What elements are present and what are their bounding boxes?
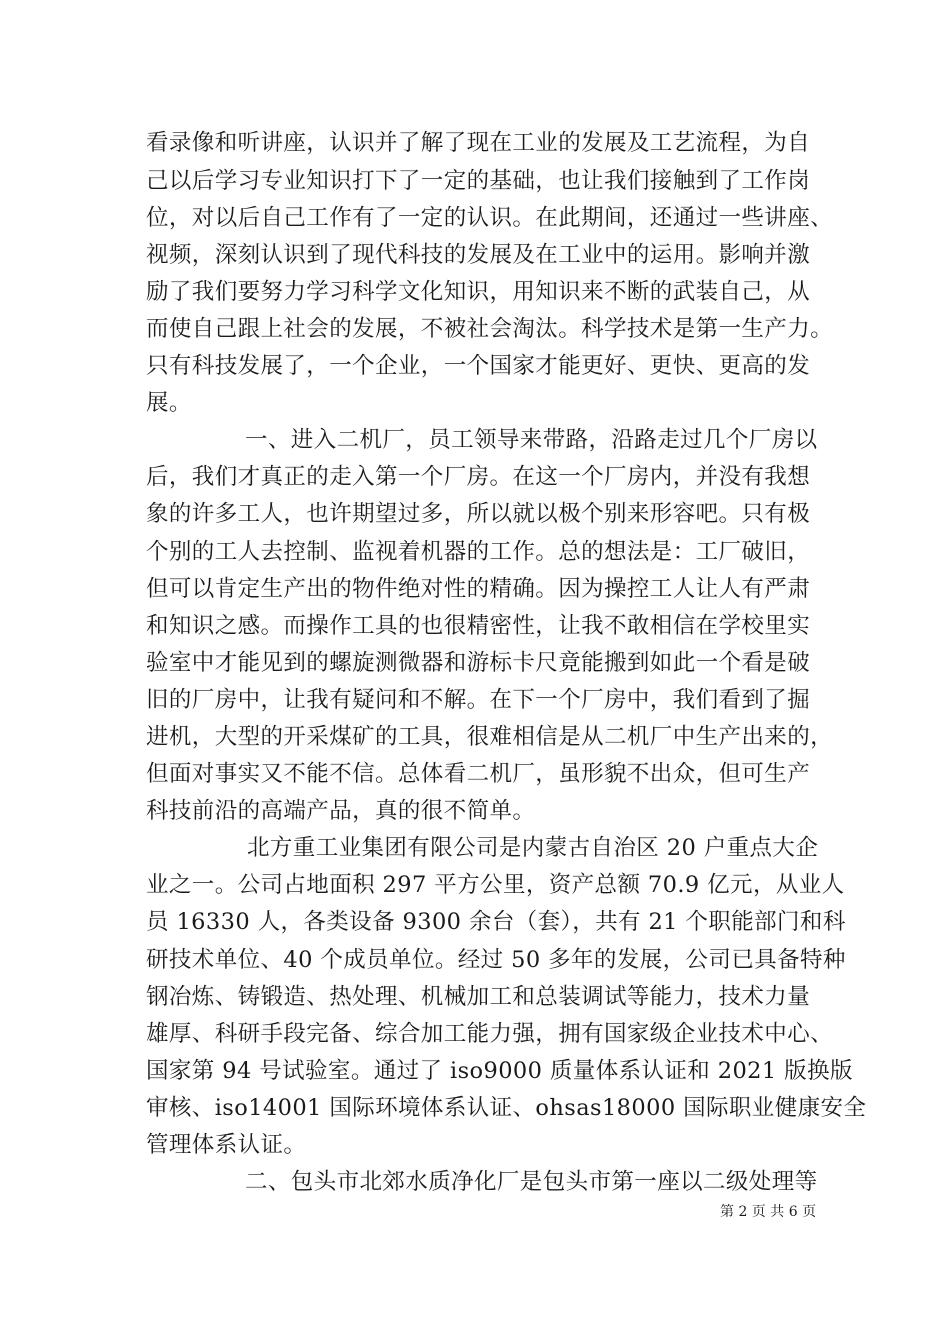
paragraph-1-line: 己以后学习专业知识打下了一定的基础，也让我们接触到了工作岗 xyxy=(146,168,811,194)
paragraph-3-line: 钢冶炼、铸锻造、热处理、机械加工和总装调试等能力，技术力量 xyxy=(146,984,811,1010)
paragraph-3-line: 业之一。公司占地面积 297 平方公里，资产总额 70.9 亿元，从业人 xyxy=(146,872,845,898)
paragraph-3-line: 北方重工业集团有限公司是内蒙古自治区 20 户重点大企 xyxy=(247,835,819,861)
paragraph-1-line: 看录像和听讲座，认识并了解了现在工业的发展及工艺流程，为自 xyxy=(146,130,811,156)
paragraph-2-line: 个别的工人去控制、监视着机器的工作。总的想法是：工厂破旧， xyxy=(146,539,811,565)
paragraph-2-line: 和知识之感。而操作工具的也很精密性，让我不敢相信在学校里实 xyxy=(146,613,811,639)
paragraph-2-line: 后，我们才真正的走入第一个厂房。在这一个厂房内，并没有我想 xyxy=(146,464,811,490)
page-number-footer: 第 2 页 共 6 页 xyxy=(720,1204,817,1220)
paragraph-2-line: 验室中才能见到的螺旋测微器和游标卡尺竟能搬到如此一个看是破 xyxy=(146,650,811,676)
paragraph-1-line: 只有科技发展了，一个企业，一个国家才能更好、更快、更高的发 xyxy=(146,353,811,379)
paragraph-2-line: 一、进入二机厂，员工领导来带路，沿路走过几个厂房以 xyxy=(245,427,818,453)
paragraph-1-line: 视频，深刻认识到了现代科技的发展及在工业中的运用。影响并激 xyxy=(146,242,811,268)
paragraph-3-line: 管理体系认证。 xyxy=(146,1132,307,1158)
paragraph-1-line: 展。 xyxy=(146,390,192,416)
paragraph-2-line: 旧的厂房中，让我有疑问和不解。在下一个厂房中，我们看到了掘 xyxy=(146,687,811,713)
paragraph-3-line: 研技术单位、40 个成员单位。经过 50 多年的发展，公司已具备特种 xyxy=(146,947,846,973)
paragraph-2-line: 象的许多工人，也许期望过多，所以就以极个别来形容吧。只有极 xyxy=(146,501,811,527)
paragraph-2-line: 但可以肯定生产出的物件绝对性的精确。因为操控工人让人有严肃 xyxy=(146,576,811,602)
paragraph-1-line: 而使自己跟上社会的发展，不被社会淘汰。科学技术是第一生产力。 xyxy=(146,316,834,342)
paragraph-3-line: 员 16330 人，各类设备 9300 余台（套），共有 21 个职能部门和科 xyxy=(146,909,846,935)
paragraph-1-line: 位，对以后自己工作有了一定的认识。在此期间，还通过一些讲座、 xyxy=(146,205,834,231)
paragraph-2-line: 进机，大型的开采煤矿的工具，很难相信是从二机厂中生产出来的， xyxy=(146,724,834,750)
paragraph-3-line: 雄厚、科研手段完备、综合加工能力强，拥有国家级企业技术中心、 xyxy=(146,1021,834,1047)
paragraph-3-line: 国家第 94 号试验室。通过了 iso9000 质量体系认证和 2021 版换版 xyxy=(146,1058,853,1084)
paragraph-2-line: 但面对事实又不能不信。总体看二机厂，虽形貌不出众，但可生产 xyxy=(146,761,811,787)
paragraph-4-line: 二、包头市北郊水质净化厂是包头市第一座以二级处理等 xyxy=(245,1169,818,1195)
paragraph-1-line: 励了我们要努力学习科学文化知识，用知识来不断的武装自己，从 xyxy=(146,279,811,305)
paragraph-3-line: 审核、iso14001 国际环境体系认证、ohsas18000 国际职业健康安全 xyxy=(146,1095,867,1121)
paragraph-2-line: 科技前沿的高端产品，真的很不简单。 xyxy=(146,798,536,824)
